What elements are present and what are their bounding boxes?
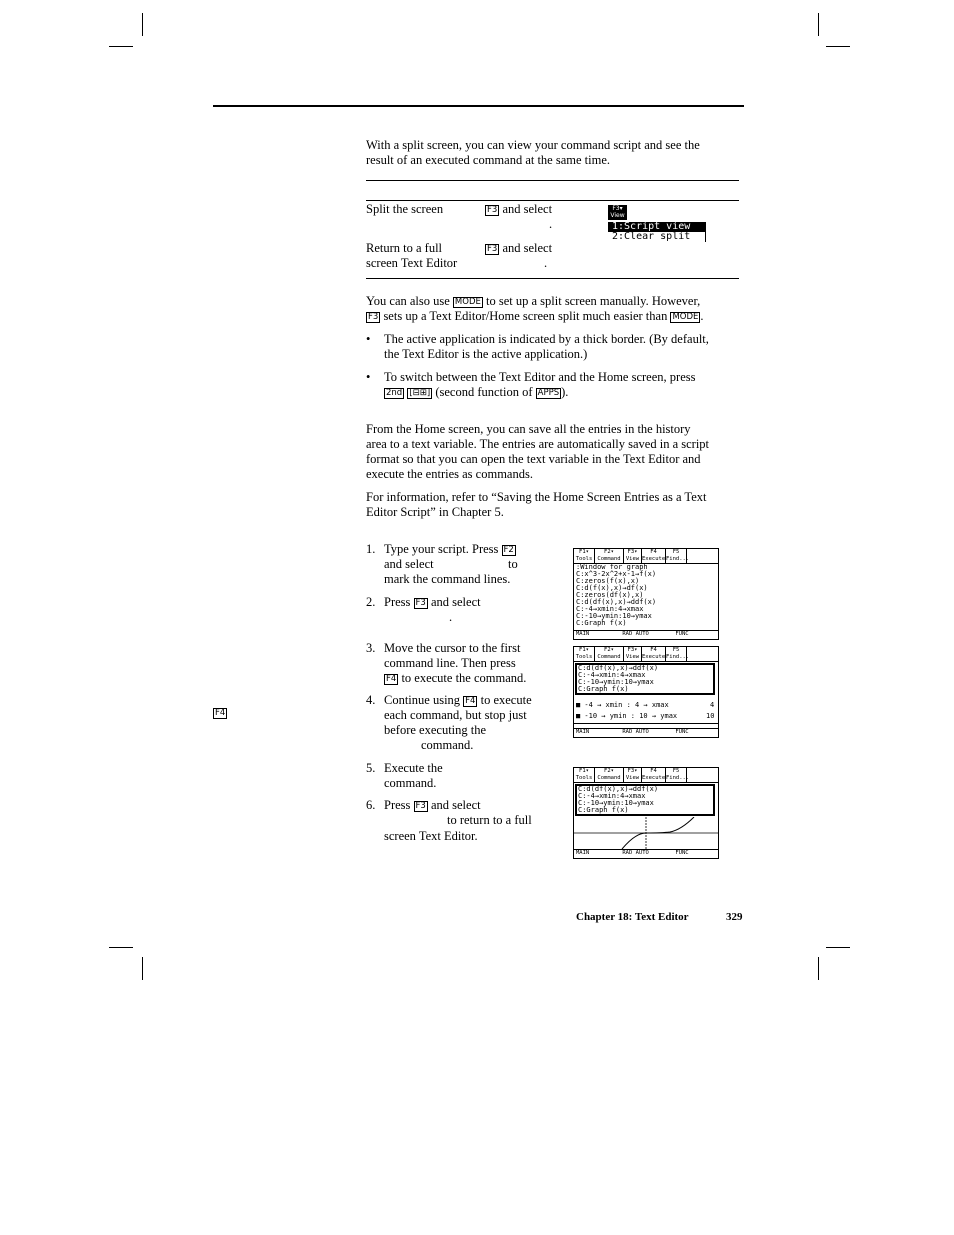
table-row2-label-1: Return to a full bbox=[366, 241, 443, 255]
step-4-number: 4. bbox=[366, 693, 376, 707]
script-line: C:Graph f(x) bbox=[576, 619, 627, 627]
step-1-line-2b: to bbox=[508, 557, 518, 571]
table-row2-action: F3 and select bbox=[487, 241, 553, 255]
calc-status-bar: MAIN RAD AUTO FUNC bbox=[574, 630, 718, 639]
toolbar-tab: F2▾ Command bbox=[595, 549, 624, 563]
script-line: C:x^3-2x^2+x-1→f(x) bbox=[576, 570, 657, 578]
calc-screen-script bbox=[573, 548, 719, 640]
save-para-line-1: From the Home screen, you can save all the entries in the history bbox=[366, 422, 691, 436]
bullet-2-line-2: 2nd [⊟⊞] (second function of APPS ). bbox=[386, 385, 569, 399]
f3-key: F3 bbox=[415, 598, 426, 608]
toolbar-tab: F5 Find... bbox=[666, 768, 690, 781]
step-3-line-1: Move the cursor to the first bbox=[384, 641, 521, 655]
mode-key: MODE bbox=[672, 312, 699, 322]
script-line: C:d(df(x),x)→ddf(x) bbox=[578, 664, 659, 672]
crop-mark bbox=[142, 957, 143, 980]
intro-line-2: result of an executed command at the same time. bbox=[366, 153, 611, 167]
toolbar-tab: F4 Execute bbox=[642, 768, 666, 781]
toolbar-tab: F3▾ View bbox=[624, 768, 642, 782]
toolbar-tab: F3▾ View bbox=[624, 647, 642, 661]
crop-mark bbox=[142, 13, 143, 36]
script-line: C:-10→ymin:10→ymax bbox=[578, 678, 654, 686]
history-entry: ■ -10 → ymin : 10 → ymax bbox=[576, 712, 678, 720]
step-4-line-1: Continue using F4 to execute bbox=[384, 693, 532, 707]
mode-key: MODE bbox=[454, 297, 481, 307]
step-1-line-3: mark the command lines. bbox=[384, 572, 511, 586]
bullet-marker: • bbox=[366, 332, 371, 346]
ref-para-line-2: Editor Script” in Chapter 5. bbox=[366, 505, 504, 519]
step-3-number: 3. bbox=[366, 641, 376, 655]
toolbar-tab: F1▾ Tools bbox=[574, 647, 595, 661]
step-3-line-2: command line. Then press bbox=[384, 656, 516, 670]
table-header-rule bbox=[366, 200, 739, 201]
f4-key: F4 bbox=[465, 696, 476, 706]
mode-para-line-1: You can also use MODE to set up a split screen manually. However, bbox=[366, 294, 701, 308]
footer-page-number: 329 bbox=[726, 911, 743, 923]
margin-note bbox=[213, 705, 227, 720]
save-para-line-4: execute the entries as commands. bbox=[366, 467, 533, 481]
script-line: C:-10→ymin:10→ymax bbox=[578, 799, 654, 807]
script-line: C:-4→xmin:4→xmax bbox=[578, 792, 646, 800]
step-6-line-3: screen Text Editor. bbox=[384, 829, 478, 843]
step-1-number: 1. bbox=[366, 542, 376, 556]
toolbar-tab: F2▾ Command bbox=[595, 768, 624, 782]
crop-mark bbox=[818, 957, 819, 980]
toolbar-tab: F1▾ Tools bbox=[574, 768, 595, 782]
intro-line-1: With a split screen, you can view your command script and see the bbox=[366, 138, 700, 152]
calc-toolbar bbox=[574, 549, 718, 564]
ref-para-line-1: For information, refer to “Saving the Home Screen Entries as a Text bbox=[366, 490, 707, 504]
script-line: :Window for graph bbox=[576, 563, 648, 571]
crop-mark bbox=[826, 46, 850, 47]
calc-screen-graph bbox=[573, 767, 719, 859]
f4-key: F4 bbox=[215, 708, 226, 718]
f4-key: F4 bbox=[386, 674, 397, 684]
table-row1-action: F3 and select bbox=[487, 202, 553, 216]
table-row1-dot: . bbox=[549, 217, 553, 231]
calc-toolbar bbox=[574, 647, 718, 662]
2nd-key: 2nd bbox=[386, 388, 403, 398]
step-6-line-2: to return to a full bbox=[447, 813, 532, 827]
table-row2-label-2: screen Text Editor bbox=[366, 256, 458, 270]
step-5-number: 5. bbox=[366, 761, 376, 775]
graph-plot bbox=[574, 817, 718, 849]
crop-mark bbox=[109, 46, 133, 47]
step-5-line-2: command. bbox=[384, 776, 437, 790]
calc-status-bar: MAIN RAD AUTO FUNC bbox=[574, 849, 718, 858]
toolbar-tab: F5 Find... bbox=[666, 549, 690, 562]
f3-key: F3 bbox=[368, 312, 379, 322]
crop-mark bbox=[826, 947, 850, 948]
script-line: C:d(df(x),x)→ddf(x) bbox=[576, 598, 657, 606]
script-line: C:Graph f(x) bbox=[578, 806, 629, 814]
toolbar-tab: F2▾ Command bbox=[595, 647, 624, 661]
step-2-dot: . bbox=[449, 610, 453, 624]
script-line: C:Graph f(x) bbox=[578, 685, 629, 693]
step-4-line-2: each command, but stop just bbox=[384, 708, 527, 722]
script-line: C:-10→ymin:10→ymax bbox=[576, 612, 652, 620]
menu-item-clear-split: 2:Clear split bbox=[608, 232, 706, 242]
bullet-marker: • bbox=[366, 370, 371, 384]
view-menu-tab: F3▾ View bbox=[608, 205, 627, 220]
save-para-line-2: area to a text variable. The entries are automatically saved in a script bbox=[366, 437, 710, 451]
menu-item-script-view: 1:Script view bbox=[608, 222, 706, 232]
f3-key: F3 bbox=[487, 244, 498, 254]
f3-key: F3 bbox=[415, 801, 426, 811]
script-line: C:-4→xmin:4→xmax bbox=[576, 605, 644, 613]
bullet-1-line-1: The active application is indicated by a thick border. (By default, bbox=[384, 332, 709, 346]
step-2-line-1: Press F3 and select bbox=[384, 595, 481, 609]
header-rule bbox=[213, 105, 744, 107]
table-row1-label: Split the screen bbox=[366, 202, 444, 216]
entry-line-rule bbox=[574, 723, 718, 724]
history-value: 4 bbox=[710, 701, 715, 709]
bullet-1-line-2: the Text Editor is the active application.) bbox=[384, 347, 588, 361]
toolbar-tab: F4 Execute bbox=[642, 647, 666, 660]
step-4-line-4: command. bbox=[421, 738, 474, 752]
calc-toolbar bbox=[574, 768, 718, 783]
crop-mark bbox=[818, 13, 819, 36]
crop-mark bbox=[109, 947, 133, 948]
step-6-number: 6. bbox=[366, 798, 376, 812]
script-line: C:d(f(x),x)→df(x) bbox=[576, 584, 648, 592]
calc-status-bar: MAIN RAD AUTO FUNC bbox=[574, 728, 718, 737]
f2-key: F2 bbox=[503, 545, 514, 555]
toolbar-tab: F3▾ View bbox=[624, 549, 642, 563]
script-line: C:-4→xmin:4→xmax bbox=[578, 671, 646, 679]
toolbar-tab: F1▾ Tools bbox=[574, 549, 595, 563]
script-line: C:zeros(df(x),x) bbox=[576, 591, 644, 599]
script-line: C:zeros(f(x),x) bbox=[576, 577, 640, 585]
step-1-line-1: Type your script. Press F2 bbox=[384, 542, 514, 556]
calc-screen-split bbox=[573, 646, 719, 738]
save-para-line-3: format so that you can open the text variable in the Text Editor and bbox=[366, 452, 701, 466]
apps-key: APPS bbox=[537, 388, 560, 398]
bullet-2-line-1: To switch between the Text Editor and the Home screen, press bbox=[384, 370, 696, 384]
history-entry: ■ -4 → xmin : 4 → xmax bbox=[576, 701, 669, 709]
step-2-number: 2. bbox=[366, 595, 376, 609]
split-key: [⊟⊞] bbox=[409, 388, 431, 398]
step-3-line-3: F4 to execute the command. bbox=[386, 671, 527, 685]
step-6-line-1: Press F3 and select bbox=[384, 798, 481, 812]
view-menu-screenshot bbox=[608, 205, 708, 241]
toolbar-tab: F5 Find... bbox=[666, 647, 690, 660]
step-1-line-2a: and select bbox=[384, 557, 434, 571]
history-value: 10 bbox=[706, 712, 715, 720]
script-line: C:d(df(x),x)→ddf(x) bbox=[578, 785, 659, 793]
toolbar-tab: F4 Execute bbox=[642, 549, 666, 562]
mode-para-line-2: F3 sets up a Text Editor/Home screen split much easier than MODE . bbox=[368, 309, 704, 323]
f3-key: F3 bbox=[487, 205, 498, 215]
step-5-line-1: Execute the bbox=[384, 761, 443, 775]
footer-chapter: Chapter 18: Text Editor bbox=[576, 911, 689, 923]
table-top-rule bbox=[366, 180, 739, 181]
step-4-line-3: before executing the bbox=[384, 723, 487, 737]
table-bottom-rule bbox=[366, 278, 739, 279]
table-row2-dot: . bbox=[544, 256, 548, 270]
